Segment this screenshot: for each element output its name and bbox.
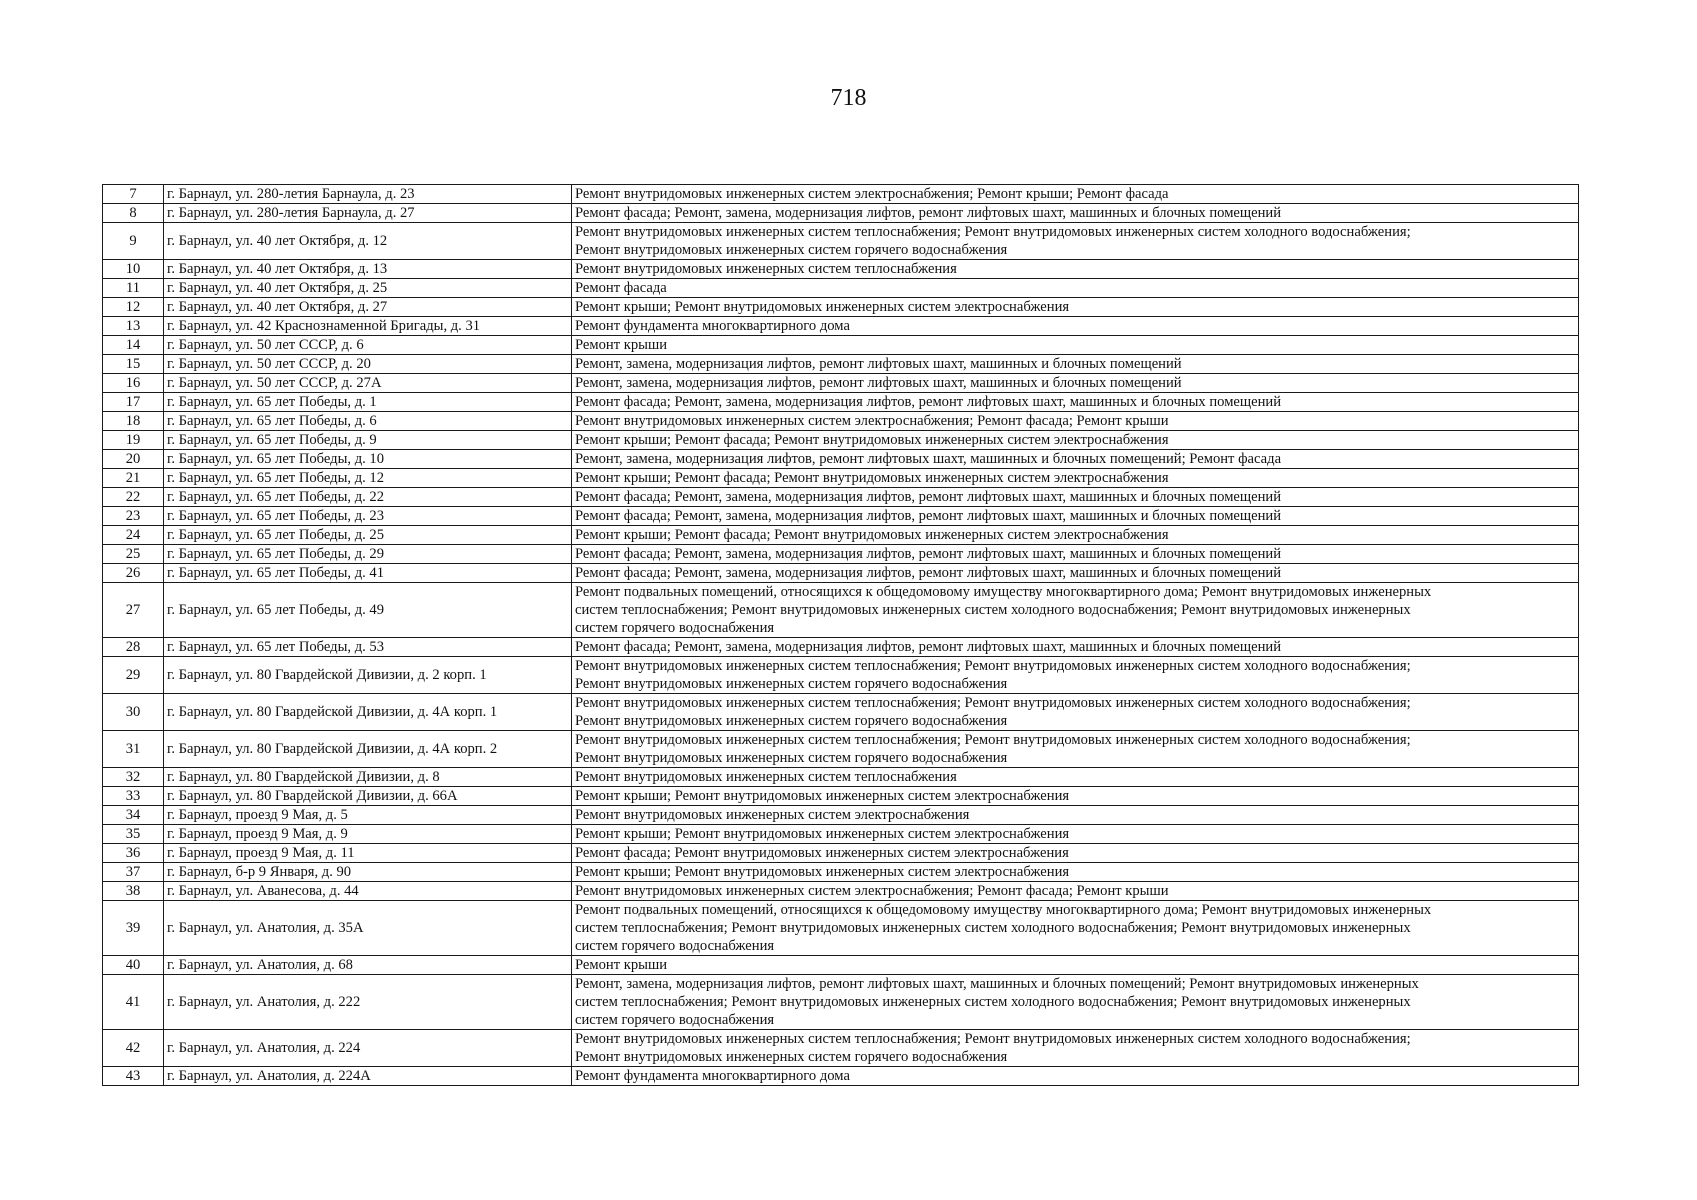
table-row: [103, 956, 1579, 975]
row-number-cell: 28: [103, 638, 164, 657]
address-cell: г. Барнаул, ул. 80 Гвардейской Дивизии, д. 8: [164, 768, 572, 787]
address-cell: г. Барнаул, ул. 80 Гвардейской Дивизии, д. 4А корп. 2: [164, 731, 572, 768]
works-cell: Ремонт подвальных помещений, относящихся к общедомовому имуществу многоквартирного дома; Ремонт внутридомовых инженерных систем теплоснабжения; Ремонт внутридомовых инженерных систем холодного водоснабжения; Ремонт внутридомовых инженерных систем горячего водоснабжения: [572, 583, 1579, 638]
table-row: [103, 901, 1579, 956]
row-number-cell: 33: [103, 787, 164, 806]
address-cell: г. Барнаул, ул. 50 лет СССР, д. 6: [164, 336, 572, 355]
table-row: [103, 317, 1579, 336]
table-row: [103, 185, 1579, 204]
address-cell: г. Барнаул, ул. 65 лет Победы, д. 9: [164, 431, 572, 450]
works-cell: Ремонт внутридомовых инженерных систем электроснабжения; Ремонт фасада; Ремонт крыши: [572, 882, 1579, 901]
table-row: [103, 768, 1579, 787]
row-number-cell: 37: [103, 863, 164, 882]
page-number: 718: [830, 85, 867, 111]
works-cell: Ремонт крыши; Ремонт фасада; Ремонт внутридомовых инженерных систем электроснабжения: [572, 431, 1579, 450]
works-cell: Ремонт фундамента многоквартирного дома: [572, 1067, 1579, 1086]
address-cell: г. Барнаул, ул. 50 лет СССР, д. 20: [164, 355, 572, 374]
address-cell: г. Барнаул, ул. Анатолия, д. 224: [164, 1030, 572, 1067]
address-cell: г. Барнаул, ул. Анатолия, д. 222: [164, 975, 572, 1030]
address-cell: г. Барнаул, ул. Анатолия, д. 68: [164, 956, 572, 975]
table-row: [103, 657, 1579, 694]
row-number-cell: 39: [103, 901, 164, 956]
address-cell: г. Барнаул, ул. 65 лет Победы, д. 1: [164, 393, 572, 412]
table-body: [103, 185, 1579, 1086]
works-cell: Ремонт внутридомовых инженерных систем электроснабжения; Ремонт крыши; Ремонт фасада: [572, 185, 1579, 204]
address-cell: г. Барнаул, ул. 40 лет Октября, д. 25: [164, 279, 572, 298]
works-cell: Ремонт фасада; Ремонт внутридомовых инженерных систем электроснабжения: [572, 844, 1579, 863]
works-cell: Ремонт внутридомовых инженерных систем теплоснабжения; Ремонт внутридомовых инженерных систем холодного водоснабжения; Ремонт внутридомовых инженерных систем горячего водоснабжения: [572, 731, 1579, 768]
address-cell: г. Барнаул, проезд 9 Мая, д. 9: [164, 825, 572, 844]
table-row: [103, 355, 1579, 374]
address-cell: г. Барнаул, ул. Аванесова, д. 44: [164, 882, 572, 901]
address-cell: г. Барнаул, ул. Анатолия, д. 35А: [164, 901, 572, 956]
table-row: [103, 431, 1579, 450]
row-number-cell: 38: [103, 882, 164, 901]
works-cell: Ремонт внутридомовых инженерных систем электроснабжения: [572, 806, 1579, 825]
works-cell: Ремонт крыши; Ремонт внутридомовых инженерных систем электроснабжения: [572, 863, 1579, 882]
row-number-cell: 7: [103, 185, 164, 204]
table-row: [103, 507, 1579, 526]
row-number-cell: 12: [103, 298, 164, 317]
address-cell: г. Барнаул, ул. 280-летия Барнаула, д. 23: [164, 185, 572, 204]
repair-works-table: [102, 184, 1579, 1086]
address-cell: г. Барнаул, ул. 65 лет Победы, д. 49: [164, 583, 572, 638]
table-row: [103, 1067, 1579, 1086]
table-row: [103, 298, 1579, 317]
works-cell: Ремонт фасада; Ремонт, замена, модернизация лифтов, ремонт лифтовых шахт, машинных и блочных помещений: [572, 564, 1579, 583]
row-number-cell: 17: [103, 393, 164, 412]
row-number-cell: 18: [103, 412, 164, 431]
row-number-cell: 8: [103, 204, 164, 223]
row-number-cell: 41: [103, 975, 164, 1030]
works-cell: Ремонт фундамента многоквартирного дома: [572, 317, 1579, 336]
table-row: [103, 863, 1579, 882]
table-row: [103, 545, 1579, 564]
works-cell: Ремонт внутридомовых инженерных систем электроснабжения; Ремонт фасада; Ремонт крыши: [572, 412, 1579, 431]
row-number-cell: 32: [103, 768, 164, 787]
row-number-cell: 20: [103, 450, 164, 469]
works-cell: Ремонт фасада; Ремонт, замена, модернизация лифтов, ремонт лифтовых шахт, машинных и блочных помещений: [572, 545, 1579, 564]
row-number-cell: 22: [103, 488, 164, 507]
works-cell: Ремонт внутридомовых инженерных систем теплоснабжения; Ремонт внутридомовых инженерных систем холодного водоснабжения; Ремонт внутридомовых инженерных систем горячего водоснабжения: [572, 657, 1579, 694]
address-cell: г. Барнаул, б-р 9 Января, д. 90: [164, 863, 572, 882]
works-cell: Ремонт фасада; Ремонт, замена, модернизация лифтов, ремонт лифтовых шахт, машинных и блочных помещений: [572, 393, 1579, 412]
address-cell: г. Барнаул, ул. 80 Гвардейской Дивизии, д. 4А корп. 1: [164, 694, 572, 731]
address-cell: г. Барнаул, ул. 40 лет Октября, д. 13: [164, 260, 572, 279]
table-row: [103, 336, 1579, 355]
row-number-cell: 19: [103, 431, 164, 450]
row-number-cell: 9: [103, 223, 164, 260]
table-row: [103, 374, 1579, 393]
address-cell: г. Барнаул, ул. 65 лет Победы, д. 53: [164, 638, 572, 657]
table-row: [103, 806, 1579, 825]
row-number-cell: 25: [103, 545, 164, 564]
address-cell: г. Барнаул, ул. Анатолия, д. 224А: [164, 1067, 572, 1086]
address-cell: г. Барнаул, ул. 65 лет Победы, д. 22: [164, 488, 572, 507]
table-row: [103, 223, 1579, 260]
row-number-cell: 10: [103, 260, 164, 279]
works-cell: Ремонт крыши; Ремонт внутридомовых инженерных систем электроснабжения: [572, 787, 1579, 806]
works-cell: Ремонт крыши; Ремонт внутридомовых инженерных систем электроснабжения: [572, 298, 1579, 317]
address-cell: г. Барнаул, ул. 65 лет Победы, д. 29: [164, 545, 572, 564]
table-row: [103, 694, 1579, 731]
table-row: [103, 583, 1579, 638]
row-number-cell: 30: [103, 694, 164, 731]
table-row: [103, 1030, 1579, 1067]
row-number-cell: 23: [103, 507, 164, 526]
row-number-cell: 42: [103, 1030, 164, 1067]
table-row: [103, 526, 1579, 545]
address-cell: г. Барнаул, ул. 80 Гвардейской Дивизии, д. 2 корп. 1: [164, 657, 572, 694]
row-number-cell: 13: [103, 317, 164, 336]
works-cell: Ремонт фасада: [572, 279, 1579, 298]
works-cell: Ремонт крыши; Ремонт фасада; Ремонт внутридомовых инженерных систем электроснабжения: [572, 469, 1579, 488]
table-row: [103, 450, 1579, 469]
table-row: [103, 787, 1579, 806]
row-number-cell: 14: [103, 336, 164, 355]
table-row: [103, 882, 1579, 901]
table-row: [103, 844, 1579, 863]
address-cell: г. Барнаул, ул. 280-летия Барнаула, д. 27: [164, 204, 572, 223]
works-cell: Ремонт внутридомовых инженерных систем теплоснабжения; Ремонт внутридомовых инженерных систем холодного водоснабжения; Ремонт внутридомовых инженерных систем горячего водоснабжения: [572, 694, 1579, 731]
works-cell: Ремонт, замена, модернизация лифтов, ремонт лифтовых шахт, машинных и блочных помещений: [572, 355, 1579, 374]
row-number-cell: 15: [103, 355, 164, 374]
works-cell: Ремонт, замена, модернизация лифтов, ремонт лифтовых шахт, машинных и блочных помещений; Ремонт внутридомовых инженерных систем теплоснабжения; Ремонт внутридомовых инженерных систем холодного водоснабжения; Ремонт внутридомовых инженерных систем горячего водоснабжения: [572, 975, 1579, 1030]
table-row: [103, 204, 1579, 223]
address-cell: г. Барнаул, ул. 65 лет Победы, д. 10: [164, 450, 572, 469]
address-cell: г. Барнаул, ул. 65 лет Победы, д. 6: [164, 412, 572, 431]
table-row: [103, 279, 1579, 298]
table-row: [103, 488, 1579, 507]
row-number-cell: 31: [103, 731, 164, 768]
address-cell: г. Барнаул, ул. 65 лет Победы, д. 41: [164, 564, 572, 583]
table-row: [103, 731, 1579, 768]
table-row: [103, 638, 1579, 657]
row-number-cell: 43: [103, 1067, 164, 1086]
row-number-cell: 24: [103, 526, 164, 545]
row-number-cell: 26: [103, 564, 164, 583]
row-number-cell: 16: [103, 374, 164, 393]
address-cell: г. Барнаул, ул. 40 лет Октября, д. 27: [164, 298, 572, 317]
works-cell: Ремонт крыши; Ремонт фасада; Ремонт внутридомовых инженерных систем электроснабжения: [572, 526, 1579, 545]
row-number-cell: 34: [103, 806, 164, 825]
works-cell: Ремонт подвальных помещений, относящихся к общедомовому имуществу многоквартирного дома; Ремонт внутридомовых инженерных систем теплоснабжения; Ремонт внутридомовых инженерных систем холодного водоснабжения; Ремонт внутридомовых инженерных систем горячего водоснабжения: [572, 901, 1579, 956]
works-cell: Ремонт, замена, модернизация лифтов, ремонт лифтовых шахт, машинных и блочных помещений: [572, 374, 1579, 393]
works-cell: Ремонт внутридомовых инженерных систем теплоснабжения: [572, 768, 1579, 787]
row-number-cell: 29: [103, 657, 164, 694]
table-row: [103, 412, 1579, 431]
row-number-cell: 36: [103, 844, 164, 863]
works-cell: Ремонт внутридомовых инженерных систем теплоснабжения; Ремонт внутридомовых инженерных систем холодного водоснабжения; Ремонт внутридомовых инженерных систем горячего водоснабжения: [572, 1030, 1579, 1067]
works-cell: Ремонт фасада; Ремонт, замена, модернизация лифтов, ремонт лифтовых шахт, машинных и блочных помещений: [572, 488, 1579, 507]
works-cell: Ремонт внутридомовых инженерных систем теплоснабжения; Ремонт внутридомовых инженерных систем холодного водоснабжения; Ремонт внутридомовых инженерных систем горячего водоснабжения: [572, 223, 1579, 260]
table-row: [103, 975, 1579, 1030]
works-cell: Ремонт фасада; Ремонт, замена, модернизация лифтов, ремонт лифтовых шахт, машинных и блочных помещений: [572, 204, 1579, 223]
address-cell: г. Барнаул, ул. 65 лет Победы, д. 12: [164, 469, 572, 488]
table-row: [103, 260, 1579, 279]
table-row: [103, 393, 1579, 412]
address-cell: г. Барнаул, ул. 80 Гвардейской Дивизии, д. 66А: [164, 787, 572, 806]
row-number-cell: 35: [103, 825, 164, 844]
address-cell: г. Барнаул, ул. 50 лет СССР, д. 27А: [164, 374, 572, 393]
works-cell: Ремонт, замена, модернизация лифтов, ремонт лифтовых шахт, машинных и блочных помещений; Ремонт фасада: [572, 450, 1579, 469]
address-cell: г. Барнаул, ул. 42 Краснознаменной Бригады, д. 31: [164, 317, 572, 336]
address-cell: г. Барнаул, проезд 9 Мая, д. 11: [164, 844, 572, 863]
works-cell: Ремонт фасада; Ремонт, замена, модернизация лифтов, ремонт лифтовых шахт, машинных и блочных помещений: [572, 638, 1579, 657]
table-row: [103, 469, 1579, 488]
works-cell: Ремонт крыши; Ремонт внутридомовых инженерных систем электроснабжения: [572, 825, 1579, 844]
row-number-cell: 21: [103, 469, 164, 488]
works-cell: Ремонт крыши: [572, 336, 1579, 355]
row-number-cell: 27: [103, 583, 164, 638]
address-cell: г. Барнаул, ул. 65 лет Победы, д. 25: [164, 526, 572, 545]
address-cell: г. Барнаул, проезд 9 Мая, д. 5: [164, 806, 572, 825]
row-number-cell: 11: [103, 279, 164, 298]
address-cell: г. Барнаул, ул. 65 лет Победы, д. 23: [164, 507, 572, 526]
table-row: [103, 564, 1579, 583]
works-cell: Ремонт фасада; Ремонт, замена, модернизация лифтов, ремонт лифтовых шахт, машинных и блочных помещений: [572, 507, 1579, 526]
table-row: [103, 825, 1579, 844]
address-cell: г. Барнаул, ул. 40 лет Октября, д. 12: [164, 223, 572, 260]
row-number-cell: 40: [103, 956, 164, 975]
works-cell: Ремонт крыши: [572, 956, 1579, 975]
works-cell: Ремонт внутридомовых инженерных систем теплоснабжения: [572, 260, 1579, 279]
